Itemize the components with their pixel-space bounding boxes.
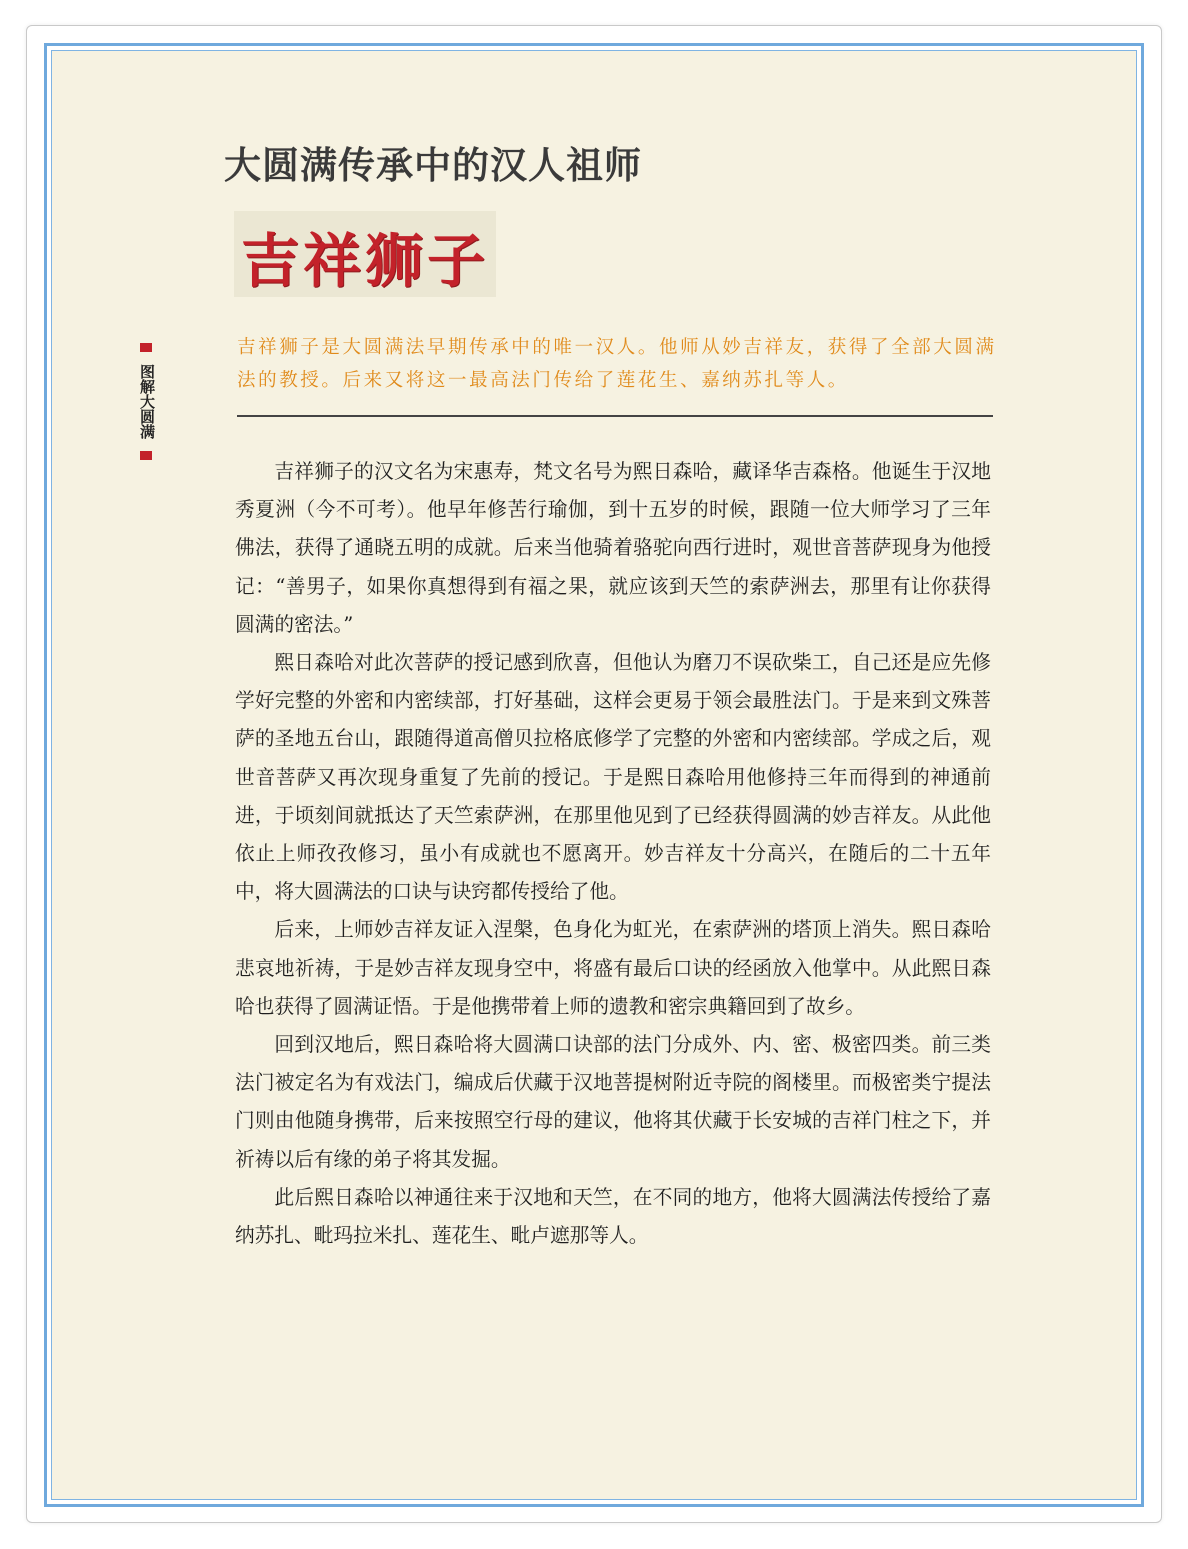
side-tab bbox=[136, 343, 156, 460]
intro-summary: 吉祥狮子是大圆满法早期传承中的唯一汉人。他师从妙吉祥友，获得了全部大圆满法的教授。后来又将这一最高法门传给了莲花生、嘉纳苏扎等人。 bbox=[237, 337, 997, 391]
paragraph-4: 回到汉地后，熙日森哈将大圆满口诀部的法门分成外、内、密、极密四类。前三类法门被定名为有戏法门，编成后伏藏于汉地菩提树附近寺院的阁楼里。而极密类宁提法门则由他随身携带，后来按照空行母的建议，他将其伏藏于长安城的吉祥门柱之下，并祈祷以后有缘的弟子将其发掘。 bbox=[235, 1033, 991, 1171]
side-tab-label: 图解大圆满 bbox=[138, 364, 156, 439]
divider-rule bbox=[237, 415, 993, 417]
book-page bbox=[51, 50, 1137, 1500]
chapter-title: 吉祥狮子 bbox=[241, 227, 490, 295]
side-tab-top-marker bbox=[140, 343, 152, 352]
body-text bbox=[235, 453, 991, 1255]
paragraph-1: 吉祥狮子的汉文名为宋惠寿，梵文名号为熙日森哈，藏译华吉森格。他诞生于汉地秀夏洲（今不可考）。他早年修苦行瑜伽，到十五岁的时候，跟随一位大师学习了三年佛法，获得了通晓五明的成就。后来当他骑着骆驼向西行进时，观世音菩萨现身为他授记：“善男子，如果你真想得到有福之果，就应该到天竺的索萨洲去，那里有让你获得圆满的密法。” bbox=[235, 460, 991, 636]
page-heading: 大圆满传承中的汉人祖师 bbox=[224, 144, 642, 187]
image-frame bbox=[44, 43, 1144, 1507]
side-tab-bottom-marker bbox=[140, 451, 152, 460]
paragraph-5: 此后熙日森哈以神通往来于汉地和天竺，在不同的地方，他将大圆满法传授给了嘉纳苏扎、毗玛拉米扎、莲花生、毗卢遮那等人。 bbox=[235, 1185, 991, 1248]
paragraph-3: 后来，上师妙吉祥友证入涅槃，色身化为虹光，在索萨洲的塔顶上消失。熙日森哈悲哀地祈祷，于是妙吉祥友现身空中，将盛有最后口诀的经函放入他掌中。从此熙日森哈也获得了圆满证悟。于是他携带着上师的遗教和密宗典籍回到了故乡。 bbox=[235, 918, 991, 1018]
paragraph-2: 熙日森哈对此次菩萨的授记感到欣喜，但他认为磨刀不误砍柴工，自己还是应先修学好完整的外密和内密续部，打好基础，这样会更易于领会最胜法门。于是来到文殊菩萨的圣地五台山，跟随得道高僧贝拉格底修学了完整的外密和内密续部。学成之后，观世音菩萨又再次现身重复了先前的授记。于是熙日森哈用他修持三年而得到的神通前进，于顷刻间就抵达了天竺索萨洲，在那里他见到了已经获得圆满的妙吉祥友。从此他依止上师孜孜修习，虽小有成就也不愿离开。妙吉祥友十分高兴，在随后的二十五年中，将大圆满法的口诀与诀窍都传授给了他。 bbox=[235, 651, 991, 904]
